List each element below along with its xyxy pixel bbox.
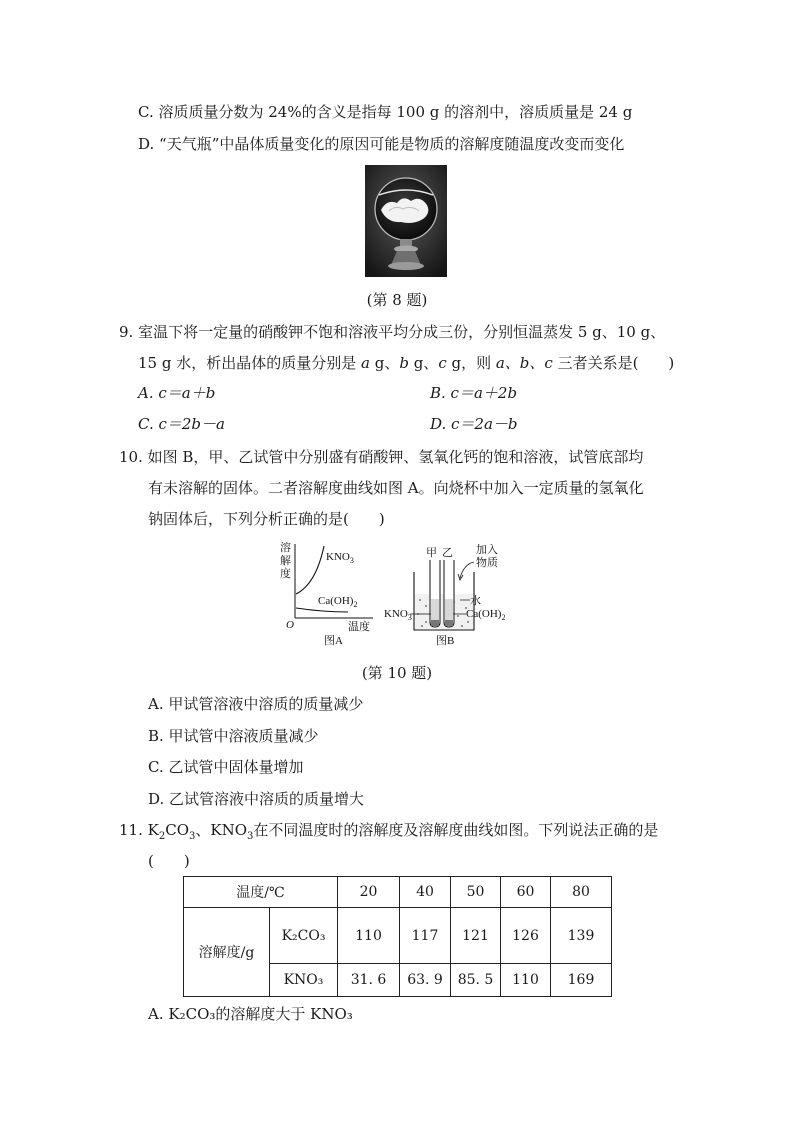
q9-option-c: C. c＝2b－a — [138, 415, 225, 433]
table-temp-60: 60 — [501, 877, 551, 908]
fig-b-add-label-1: 加入 — [476, 544, 498, 556]
figure-a-solubility-graph — [268, 536, 378, 648]
fig-b-tube-yi-solid — [445, 620, 453, 626]
q11-option-a: A. K₂CO₃的溶解度大于 KNO₃ — [148, 1005, 353, 1023]
table-kno3-20: 31. 6 — [338, 964, 400, 997]
fig-b-arrow — [460, 562, 474, 578]
q9-stem-line2: 15 g 水，析出晶体的质量分别是 a g、b g、c g，则 a、b、c 三者关系是( ) — [138, 354, 675, 372]
weather-bottle-photo — [365, 165, 447, 277]
table-kno3-50: 85. 5 — [451, 964, 501, 997]
fig-a-label: 图A — [324, 635, 343, 647]
q10-stem-line3: 钠固体后，下列分析正确的是( ) — [148, 510, 385, 528]
q9-option-d: D. c＝2a－b — [430, 415, 518, 433]
q10-stem-line1: 10. 如图 B，甲、乙试管中分别盛有硝酸钾、氢氧化钙的饱和溶液，试管底部均 — [119, 448, 644, 466]
fig-b-add-label-2: 物质 — [476, 557, 498, 569]
q11-stem-line2: ( ) — [148, 852, 190, 870]
table-k2co3-20: 110 — [338, 908, 400, 964]
table-k2co3-60: 126 — [501, 908, 551, 964]
fig-a-ylabel-3: 度 — [280, 568, 291, 580]
fig-a-ylabel-2: 解 — [280, 555, 291, 567]
table-temp-40: 40 — [400, 877, 451, 908]
fig-b-label: 图B — [436, 635, 455, 647]
figure-b-beaker-diagram — [382, 544, 527, 650]
fig-b-water-label: 水 — [470, 595, 481, 607]
q8-caption: (第 8 题) — [366, 291, 428, 309]
q11-stem-line1: 11. $K_2CO_3$、$KNO_3$在不同温度时的溶解度及溶解度曲线如图。下列说法正确的是 — [119, 821, 659, 842]
fig-a-ylabel-1: 溶 — [280, 542, 291, 554]
fig-b-jia-label: 甲 — [426, 547, 437, 559]
fig-b-kno3-label: $KNO_3$ — [384, 608, 412, 622]
fig-b-yi-label: 乙 — [442, 547, 453, 559]
table-k2co3-40: 117 — [400, 908, 451, 964]
caoh2-curve — [296, 608, 348, 612]
q8-option-c: C. 溶质质量分数为 24%的含义是指每 100 g 的溶剂中，溶质质量是 24 g — [138, 103, 633, 121]
q10-stem-line2: 有未溶解的固体。二者溶解度曲线如图 A。向烧杯中加入一定质量的氢氧化 — [148, 479, 644, 497]
solubility-table — [183, 876, 612, 997]
table-kno3-label: KNO₃ — [270, 964, 338, 997]
q10-caption: (第 10 题) — [361, 664, 433, 682]
q9-stem-line1: 9. 室温下将一定量的硝酸钾不饱和溶液平均分成三份，分别恒温蒸发 5 g、10 g、 — [119, 323, 666, 341]
table-temp-80: 80 — [551, 877, 612, 908]
fig-a-kno3-label: $KNO_3$ — [326, 551, 354, 565]
q10-option-c: C. 乙试管中固体量增加 — [148, 758, 304, 776]
table-header-temp: 温度/℃ — [184, 877, 338, 908]
fig-b-caoh2-label: $Ca(OH)_2$ — [466, 608, 506, 622]
q8-option-d: D. “天气瓶”中晶体质量变化的原因可能是物质的溶解度随温度改变而变化 — [138, 135, 625, 153]
table-kno3-60: 110 — [501, 964, 551, 997]
fig-a-origin: O — [286, 619, 294, 631]
table-kno3-80: 169 — [551, 964, 612, 997]
kno3-curve — [296, 546, 324, 594]
q10-option-a: A. 甲试管溶液中溶质的质量减少 — [148, 695, 364, 713]
q9-option-b: B. c＝a＋2b — [430, 384, 518, 402]
table-temp-20: 20 — [338, 877, 400, 908]
table-k2co3-50: 121 — [451, 908, 501, 964]
table-k2co3-80: 139 — [551, 908, 612, 964]
table-kno3-40: 63. 9 — [400, 964, 451, 997]
q9-option-a: A. c＝a＋b — [138, 384, 216, 402]
fig-a-xlabel: 温度 — [348, 621, 370, 633]
table-temp-50: 50 — [451, 877, 501, 908]
fig-b-tube-jia-solid — [431, 620, 439, 626]
table-rowgroup-solubility: 溶解度/g — [184, 908, 270, 997]
q10-option-b: B. 甲试管中溶液质量减少 — [148, 727, 319, 745]
table-k2co3-label: K₂CO₃ — [270, 908, 338, 964]
fig-a-caoh2-label: $Ca(OH)_2$ — [318, 595, 358, 609]
q10-option-d: D. 乙试管溶液中溶质的质量增大 — [148, 790, 365, 808]
